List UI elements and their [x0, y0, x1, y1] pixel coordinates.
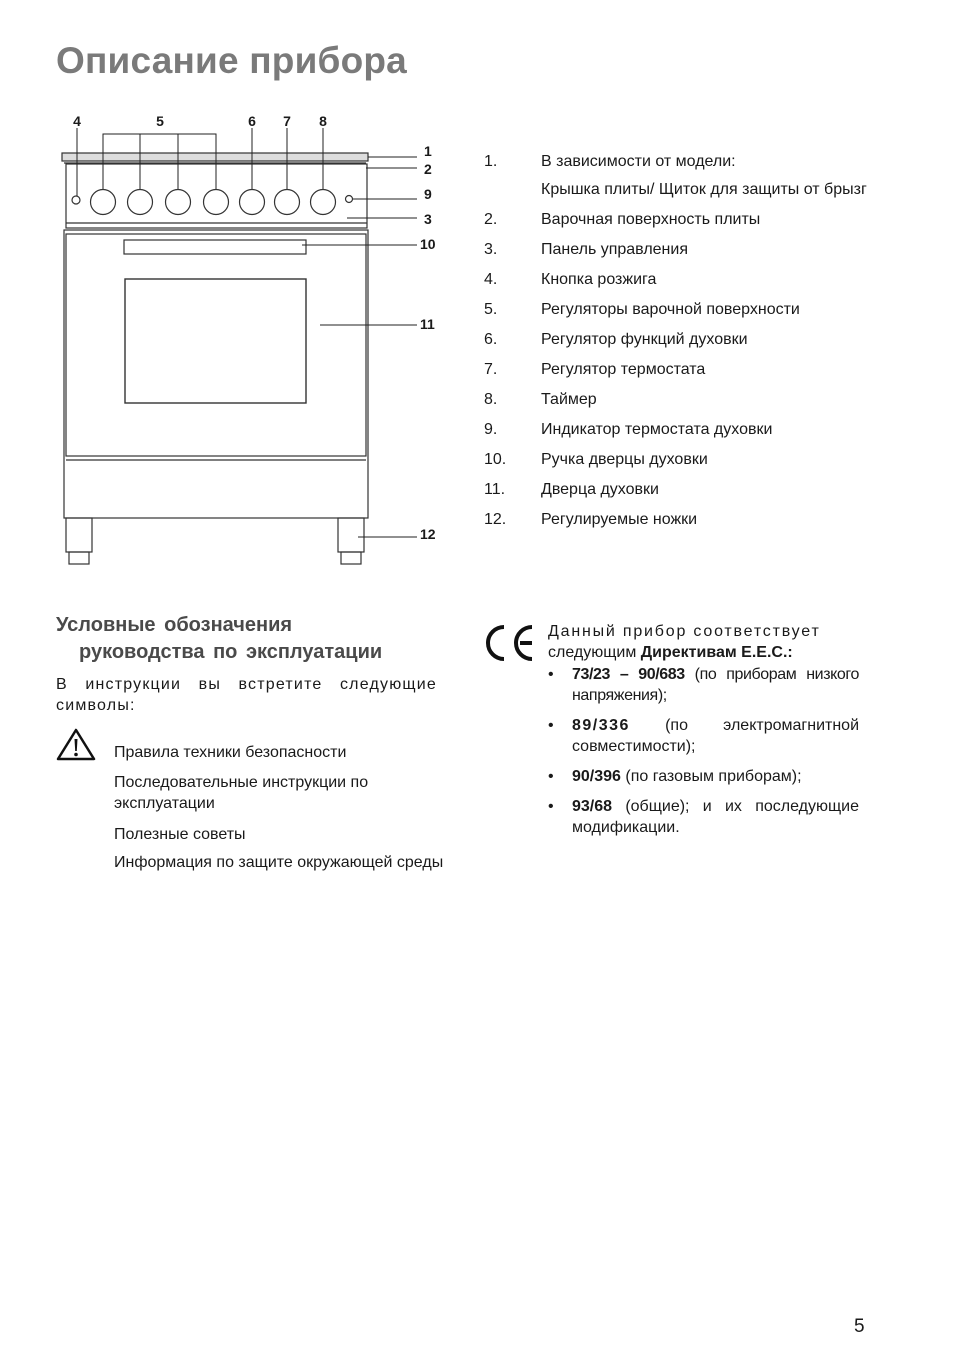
hob-knob — [91, 190, 116, 215]
callout-4: 4 — [73, 113, 81, 129]
legend-item: 6. Регулятор функций духовки — [484, 331, 748, 348]
directive-item: • 89/336 (по электромагнитной совместимости); — [548, 717, 859, 755]
legend-item: 11. Дверца духовки — [484, 481, 659, 498]
legend-item: 4. Кнопка розжига — [484, 271, 657, 288]
function-knob — [240, 190, 265, 215]
page-title: Описание прибора — [56, 40, 407, 81]
legend-item: 7. Регулятор термостата — [484, 361, 706, 378]
symbol-steps: Последовательные инструкции по эксплуатации — [114, 774, 369, 812]
callout-5: 5 — [156, 113, 164, 129]
callout-8: 8 — [319, 113, 327, 129]
thermostat-indicator — [346, 196, 353, 203]
ignition-button — [72, 196, 80, 204]
legend-item: 5. Регуляторы варочной поверхности — [484, 301, 800, 318]
legend-item: 3. Панель управления — [484, 241, 688, 258]
legend-item: 1. В зависимости от модели: — [484, 153, 736, 170]
parts-legend — [484, 152, 884, 540]
directive-item: • 93/68 (общие); и их последующие модификации. — [548, 798, 859, 836]
callout-10: 10 — [420, 236, 436, 252]
timer-knob — [311, 190, 336, 215]
hob-knob — [166, 190, 191, 215]
page-number: 5 — [854, 1316, 865, 1337]
callout-6: 6 — [248, 113, 256, 129]
callout-11: 11 — [420, 316, 435, 332]
legend-item: 8. Таймер — [484, 391, 597, 408]
warning-icon — [56, 728, 96, 762]
legend-item: 2. Варочная поверхность плиты — [484, 211, 761, 228]
legend-item: 9. Индикатор термостата духовки — [484, 421, 773, 438]
callout-3: 3 — [424, 211, 432, 227]
legend-item: 12. Регулируемые ножки — [484, 511, 698, 528]
callout-12: 12 — [420, 526, 436, 542]
hob-knob — [204, 190, 229, 215]
legend-item: 10. Ручка дверцы духовки — [484, 451, 708, 468]
symbols-heading: Условные обозначения руководства по эксплуатации — [56, 614, 383, 663]
ce-mark-icon — [482, 622, 538, 664]
symbol-tips: Полезные советы — [114, 826, 246, 843]
callout-1: 1 — [424, 143, 432, 159]
hob-knob — [128, 190, 153, 215]
symbol-safety: Правила техники безопасности — [114, 744, 347, 761]
directive-item: • 90/396 (по газовым приборам); — [548, 768, 802, 785]
callout-9: 9 — [424, 186, 432, 202]
callout-2: 2 — [424, 161, 432, 177]
stove-diagram — [40, 100, 450, 570]
directive-item: • 73/23 – 90/683 (по приборам низкого напряжения); — [548, 666, 859, 704]
symbols-intro: В инструкции вы встретите следующие символы: — [56, 676, 437, 714]
symbol-environment: Информация по защите окружающей среды — [114, 854, 444, 871]
thermostat-knob — [275, 190, 300, 215]
ce-intro: Данный прибор соответствует следующим Директивам E.E.C.: — [548, 623, 821, 661]
legend-item-sub: Крышка плиты/ Щиток для защиты от брызг — [541, 181, 867, 198]
callout-7: 7 — [283, 113, 291, 129]
